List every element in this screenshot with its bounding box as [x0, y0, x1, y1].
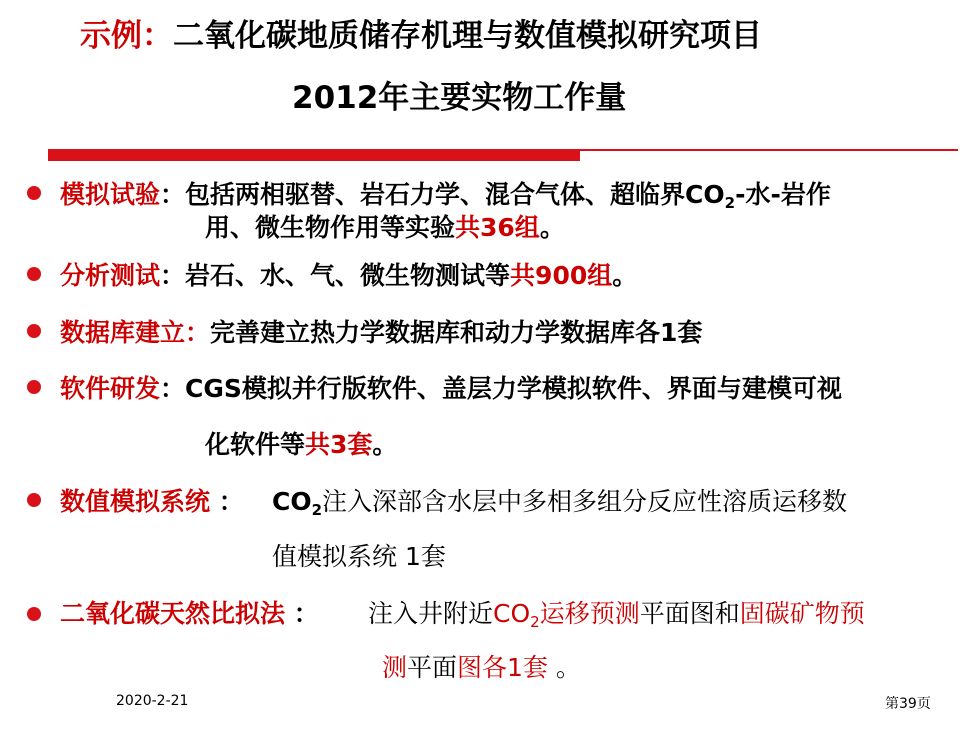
bullet-dot — [27, 607, 41, 621]
item-simulation-test-cont: 用、微生物作用等实验共36组。 — [205, 213, 565, 242]
bullet-dot — [27, 324, 41, 338]
title-divider-thin — [580, 149, 958, 151]
footer-date: 2020-2-21 — [116, 693, 189, 709]
item-numerical-system: 数值模拟系统 ： — [60, 487, 244, 516]
title-prefix: 示例： — [80, 18, 173, 54]
item-label: 模拟试验 — [60, 180, 161, 209]
item-label: 数值模拟系统 — [60, 487, 211, 516]
title-divider-thick — [48, 149, 580, 161]
item-software: 软件研发：CGS模拟并行版软件、盖层力学模拟软件、界面与建模可视 — [60, 374, 842, 403]
bullet-dot — [27, 380, 41, 394]
item-label: 数据库建立 — [60, 318, 186, 347]
slide-title — [80, 10, 762, 55]
bullet-dot — [27, 493, 41, 507]
item-label: 软件研发 — [60, 374, 161, 403]
item-database: 数据库建立：完善建立热力学数据库和动力学数据库各1套 — [60, 318, 703, 347]
item-natural-analog-cont: 测平面图各1套 。 — [382, 653, 581, 682]
item-software-cont: 化软件等共3套。 — [205, 430, 398, 459]
item-numerical-system-cont: 值模拟系统 1套 — [272, 542, 446, 571]
item-label: 分析测试 — [60, 261, 161, 290]
item-simulation-test: 模拟试验：包括两相驱替、岩石力学、混合气体、超临界$CO_2-$水-岩作 — [60, 180, 831, 212]
item-analysis-test: 分析测试：岩石、水、气、微生物测试等共900组。 — [60, 261, 638, 290]
item-natural-analog: 二氧化碳天然比拟法 ： — [60, 599, 319, 628]
bullet-dot — [27, 267, 41, 281]
slide-subtitle: 2012年主要实物工作量 — [292, 80, 627, 116]
footer-page-number: 第39页 — [885, 696, 931, 712]
item-label: 二氧化碳天然比拟法 — [60, 599, 286, 628]
title-main: 二氧化碳地质储存机理与数值模拟研究项目 — [173, 18, 762, 54]
bullet-dot — [27, 186, 41, 200]
item-natural-analog-text: 注入井附近$CO_2$运移预测平面图和固碳矿物预 — [368, 599, 865, 631]
item-numerical-system-text: $CO_2$注入深部含水层中多相多组分反应性溶质运移数 — [272, 487, 848, 519]
